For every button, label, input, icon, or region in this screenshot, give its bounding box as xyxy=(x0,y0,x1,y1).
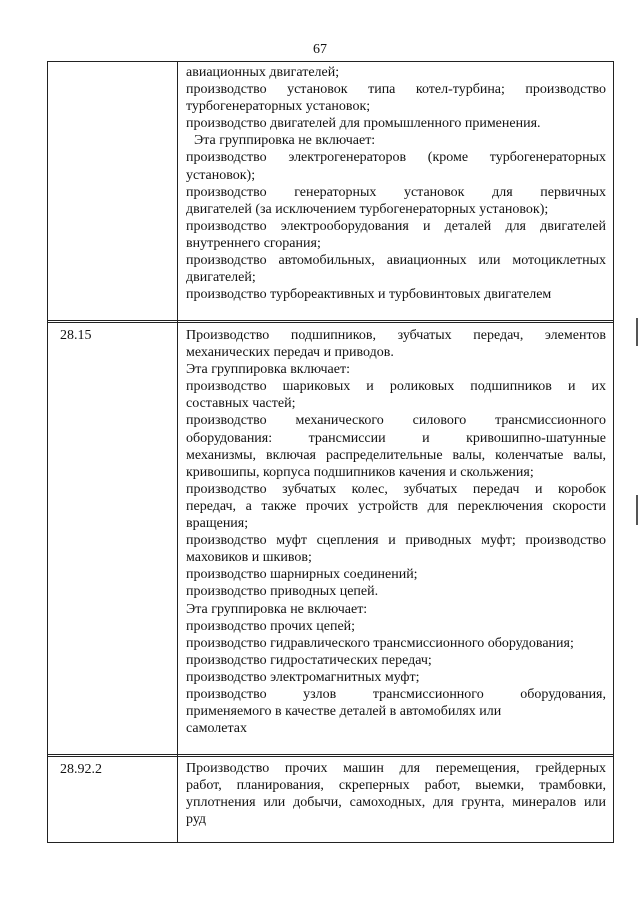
description-line: механических передач и приводов. xyxy=(186,345,394,361)
description-line: составных частей; xyxy=(186,396,296,412)
description-line: кривошипы, корпуса подшипников качения и скольжения; xyxy=(186,464,534,480)
description-line: руд xyxy=(186,812,207,828)
description-line: производство муфт сцепления и приводных муфт; производство xyxy=(186,533,606,549)
row-code: 28.92.2 xyxy=(60,762,102,777)
description-line: производство шарнирных соединений; xyxy=(186,567,418,583)
description-line: производство механического силового трансмиссионного xyxy=(186,413,606,429)
description-line: производство гидравлического трансмиссионного оборудования; xyxy=(186,635,574,651)
description-line: производство двигателей для промышленного применения. xyxy=(186,116,541,132)
row-code: 28.15 xyxy=(60,328,92,343)
row-description xyxy=(186,64,606,303)
table-bottom-border xyxy=(47,842,614,843)
table-column-divider xyxy=(177,61,178,843)
description-line: производство прочих цепей; xyxy=(186,618,356,634)
description-line: передач, а также прочих устройств для переключения скорости xyxy=(186,498,606,514)
description-line: уплотнения или добычи, самоходных, для грунта, минералов или xyxy=(186,795,606,811)
description-line: производство электрооборудования и деталей для двигателей xyxy=(186,218,606,234)
table-left-border xyxy=(47,61,48,843)
description-line: производство узлов трансмиссионного оборудования, xyxy=(186,686,606,702)
description-line: установок); xyxy=(186,167,256,183)
row-divider xyxy=(47,322,614,323)
description-line: Производство прочих машин для перемещения, грейдерных xyxy=(186,761,606,776)
description-line: вращения; xyxy=(186,516,249,532)
table-top-border xyxy=(47,61,614,62)
description-line: самолетах xyxy=(186,721,247,737)
description-line: маховиков и шкивов; xyxy=(186,550,312,566)
description-line: применяемого в качестве деталей в автомобилях или xyxy=(186,704,502,720)
description-line: Производство подшипников, зубчатых передач, элементов xyxy=(186,328,606,343)
row-divider xyxy=(47,320,614,321)
description-line: механизмы, включая распределительные валы, коленчатые валы, xyxy=(186,447,606,463)
row-description xyxy=(186,760,606,828)
description-line: производство приводных цепей. xyxy=(186,584,379,600)
description-line: производство электрогенераторов (кроме турбогенераторных xyxy=(186,150,606,166)
description-line: производство установок типа котел-турбина; производство xyxy=(186,82,606,98)
description-line: производство гидростатических передач; xyxy=(186,652,432,668)
description-line: Эта группировка не включает: xyxy=(194,133,376,149)
scan-edge-mark xyxy=(636,318,638,346)
description-line: авиационных двигателей; xyxy=(186,65,340,80)
scan-edge-mark xyxy=(636,495,638,525)
row-divider xyxy=(47,754,614,755)
description-line: двигателей; xyxy=(186,270,256,286)
description-line: двигателей (за исключением турбогенераторных установок); xyxy=(186,201,549,217)
description-line: внутреннего сгорания; xyxy=(186,235,321,251)
row-divider xyxy=(47,756,614,757)
row-description xyxy=(186,327,606,737)
description-line: производство электромагнитных муфт; xyxy=(186,669,420,685)
description-line: Эта группировка включает: xyxy=(186,362,350,378)
table-right-border xyxy=(613,61,614,843)
description-line: турбогенераторных установок; xyxy=(186,99,371,115)
page-number: 67 xyxy=(313,42,327,57)
description-line: производство генераторных установок для первичных xyxy=(186,184,606,200)
description-line: производство зубчатых колес, зубчатых передач и коробок xyxy=(186,481,606,497)
description-line: Эта группировка не включает: xyxy=(186,601,368,617)
description-line: оборудования: трансмиссии и кривошипно-шатунные xyxy=(186,430,606,446)
description-line: производство турбореактивных и турбовинтовых двигателем xyxy=(186,287,552,303)
description-line: производство шариковых и роликовых подшипников и их xyxy=(186,379,606,395)
description-line: производство автомобильных, авиационных или мотоциклетных xyxy=(186,253,606,269)
description-line: работ, планирования, скреперных работ, выемки, трамбовки, xyxy=(186,778,606,794)
